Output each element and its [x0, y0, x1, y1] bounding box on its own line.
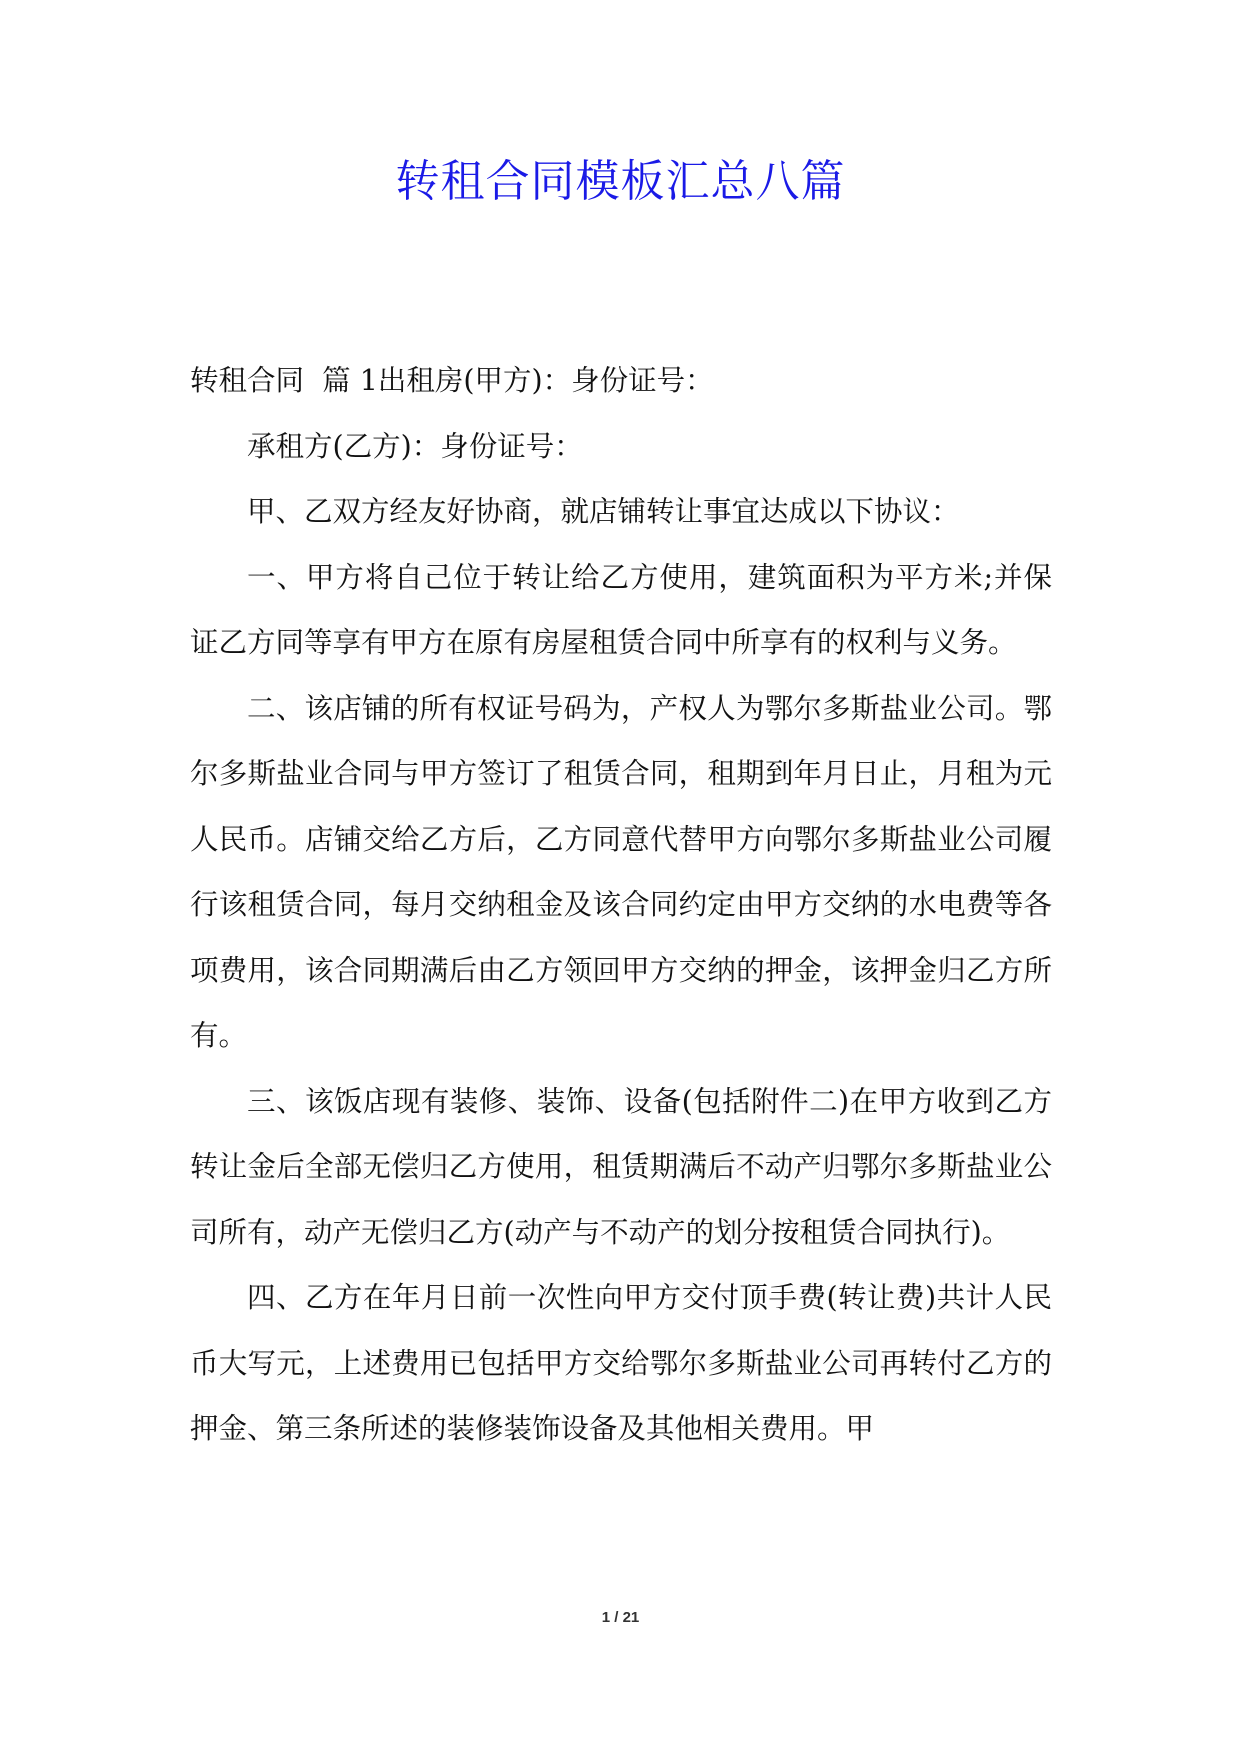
clause-2: 二、该店铺的所有权证号码为，产权人为鄂尔多斯盐业公司。鄂尔多斯盐业合同与甲方签订了租赁合同，租期到年月日止，月租为元人民币。店铺交给乙方后，乙方同意代替甲方向鄂尔多斯盐业公司履行该租赁合同，每月交纳租金及该合同约定由甲方交纳的水电费等各项费用，该合同期满后由乙方领回甲方交纳的押金，该押金归乙方所有。 — [190, 691, 1052, 1052]
page-number: 1 / 21 — [601, 1609, 640, 1626]
document-title: 转租合同模板汇总八篇 — [395, 156, 846, 207]
clause-3: 三、该饭店现有装修、装饰、设备(包括附件二)在甲方收到乙方转让金后全部无偿归乙方使用，租赁期满后不动产归鄂尔多斯盐业公司所有，动产无偿归乙方(动产与不动产的划分按租赁合同执行)。 — [190, 1084, 1052, 1249]
clause-1: 一、甲方将自己位于转让给乙方使用，建筑面积为平方米;并保证乙方同等享有甲方在原有房屋租赁合同中所享有的权利与义务。 — [190, 560, 1052, 659]
lessor-line: 出租房(甲方)：身份证号： — [377, 364, 714, 397]
document-body — [190, 348, 1052, 1462]
contract-article-number: 篇 1 — [322, 364, 378, 397]
agreement-intro: 甲、乙双方经友好协商，就店铺转让事宜达成以下协议： — [247, 495, 960, 528]
contract-heading-label: 转租合同 — [190, 364, 305, 397]
clause-4: 四、乙方在年月日前一次性向甲方交付顶手费(转让费)共计人民币大写元，上述费用已包括甲方交给鄂尔多斯盐业公司再转付乙方的押金、第三条所述的装修装饰设备及其他相关费用。甲 — [190, 1281, 1052, 1445]
lessee-line: 承租方(乙方)：身份证号： — [247, 429, 583, 463]
contract-heading-line — [190, 348, 1052, 414]
